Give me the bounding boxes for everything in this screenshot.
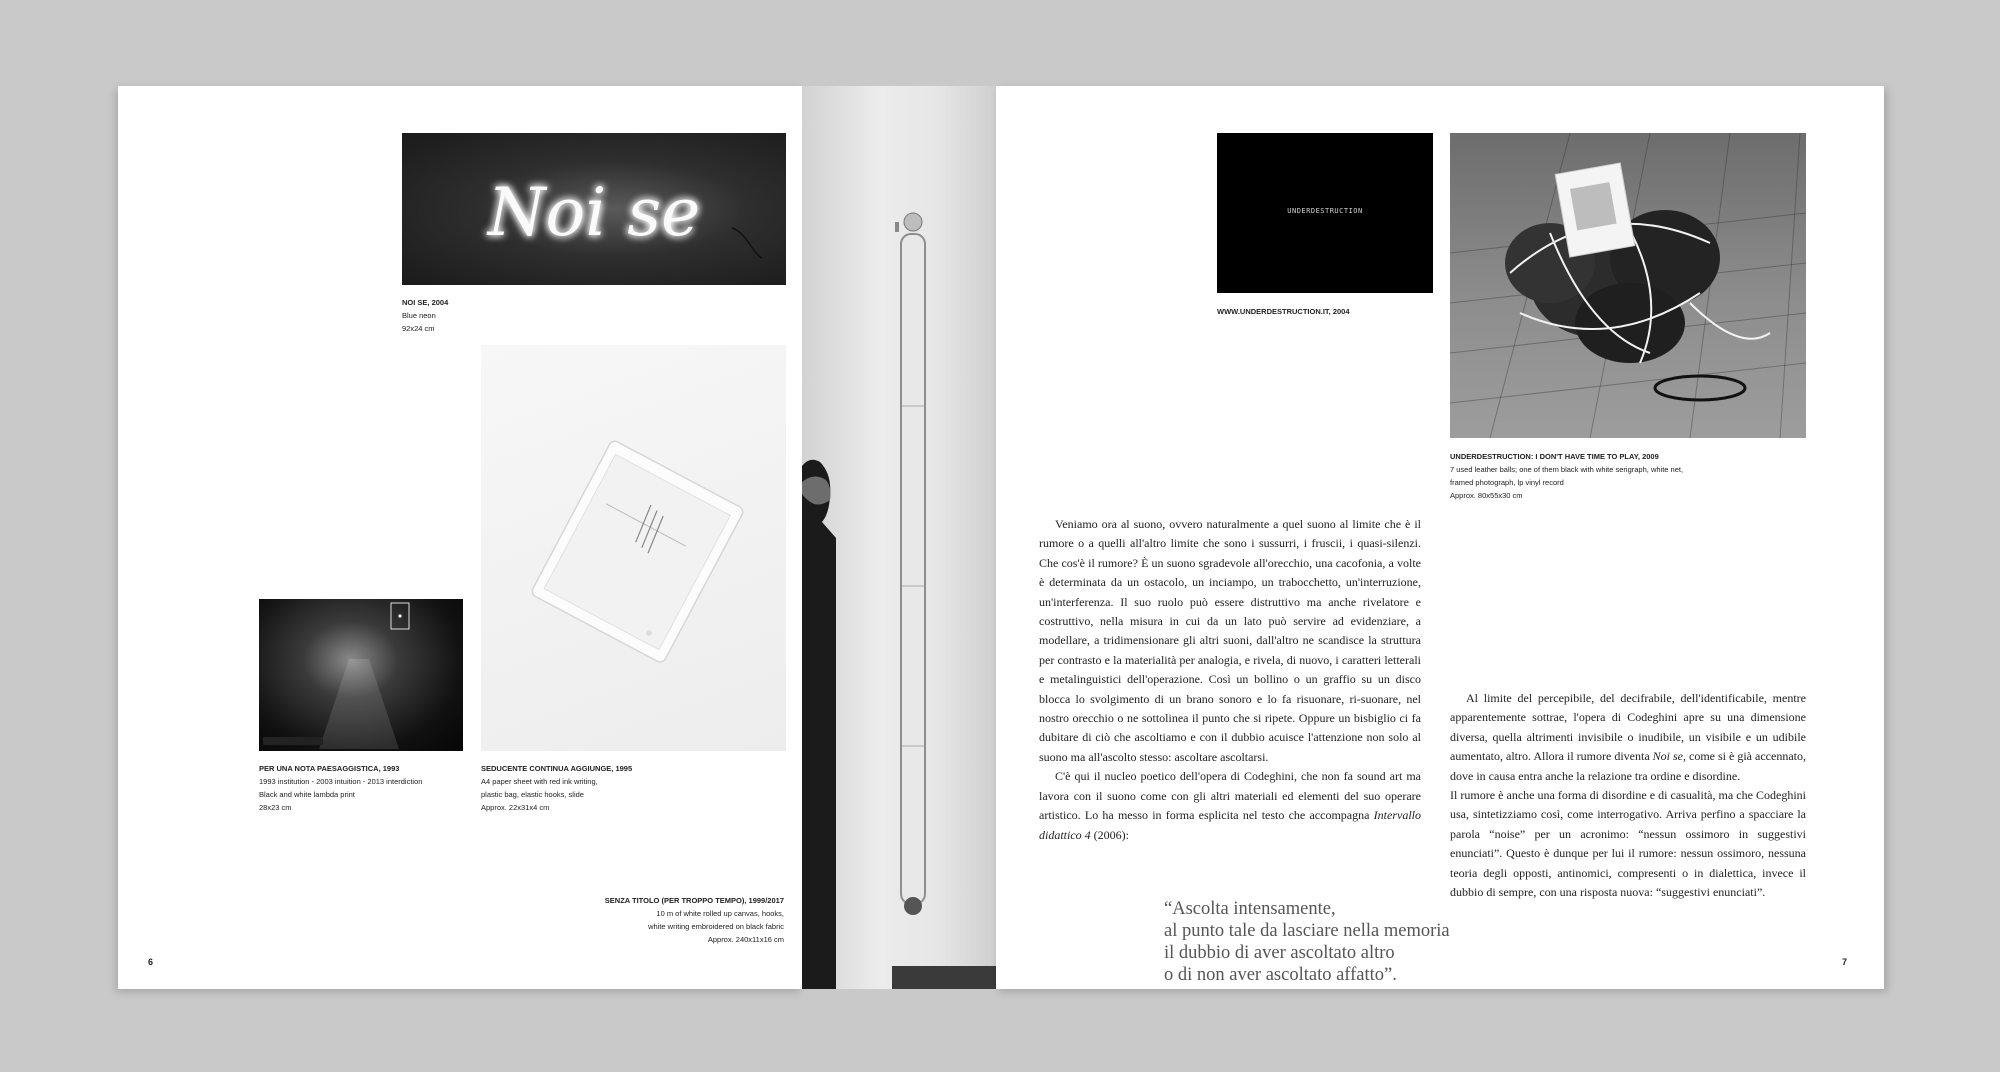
- caption-line: plastic bag, elastic hooks, slide: [481, 790, 584, 799]
- pull-quote: [1164, 898, 1450, 986]
- paragraph: Il rumore è anche una forma di disordine e di casualità, ma che Codeghini usa, sintetizziamo così, come interrogativo. Arriva perfino a spacciare la parola “noise” per un acronimo: “nessun ossimoro in suggestivi enunciati”. Questo è dunque per lui il rumore: nessun ossimoro, nessuna teoria degli opposti, antinomici, compresenti o in dialettica, invece il dubbio di sempre, con una risposta nuova: “suggestivi enunciati”.: [1450, 788, 1806, 900]
- caption-title: NOI SE, 2004: [402, 298, 449, 307]
- caption-seducente: [481, 762, 781, 814]
- neon-photo: [402, 133, 786, 285]
- caption-title: SEDUCENTE CONTINUA AGGIUNGE, 1995: [481, 764, 633, 773]
- caption-title: UNDERDESTRUCTION: I DON'T HAVE TIME TO PLAY, 2009: [1450, 452, 1659, 461]
- paragraph: Al limite del percepibile, del decifrabile, dell'identificabile, mentre apparentemente sottrae, l'opera di Codeghini apre su una dimensione diversa, quella altrimenti invisibile o inudibile, un visibile e un udibile aumentato, altro. Allora il rumore diventa Noi se, come si è già accennato, dove in causa entra anche la relazione tra ordine e disordine.: [1450, 691, 1806, 783]
- night-photo-graphic: [259, 599, 463, 751]
- caption-line: framed photograph, lp vinyl record: [1450, 478, 1564, 487]
- caption-title: SENZA TITOLO (PER TROPPO TEMPO), 1999/2017: [604, 896, 784, 905]
- text-column-1: [1039, 515, 1421, 845]
- plastic-bag-graphic: [481, 345, 786, 751]
- underdestruction-screen: [1217, 133, 1433, 293]
- left-page: [118, 86, 802, 989]
- caption-line: 92x24 cm: [402, 324, 435, 333]
- quote-line: al punto tale da lasciare nella memoria: [1164, 921, 1450, 941]
- page-number-right: 7: [1841, 957, 1847, 967]
- caption-per-una-nota: [259, 762, 499, 814]
- paragraph: Veniamo ora al suono, ovvero naturalmente a quel suono al limite che è il rumore o a quelli all'altro limite che sono i sussurri, i fruscii, i quasi-silenzi. Che cos'è il rumore? È un suono sgradevole all'orecchio, una cacofonia, a volte è determinata da un ostacolo, un inciampo, un trabocchetto, un'interruzione, un'interferenza. Il suo ruolo può essere distruttivo ma anche rivelatore e costruttivo, nella misura in cui da un lato può servire ad evidenziare, a modellare, a tridimensionare gli altri suoni, dall'altro ne scandisce la struttura per contrasto e la materialità per analogia, e rivela, di nuovo, i caratteri letterali e metalinguistici dell'operazione. Così un bollino o un graffio su un disco blocca lo svolgimento di un brano sonoro e lo fa risuonare, ri-suonare, nel nostro orecchio o ne sottolinea il punto che si ripete. Oppure un bisbiglio ci fa dubitare di ciò che ascoltiamo e con il dubbio acuisce l'attenzione non solo al suono ma all'ascolto stesso: ascoltare ascoltarsi.: [1039, 517, 1421, 764]
- caption-line: Approx. 240x11x16 cm: [707, 935, 784, 944]
- paragraph: C'è qui il nucleo poetico dell'opera di Codeghini, che non fa sound art ma lavora con il suono come con gli altri materiali ed elementi del suo operare artistico. Lo ha messo in forma esplicita nel testo che accompagna Intervallo didattico 4 (2006):: [1039, 769, 1421, 842]
- caption-title: PER UNA NOTA PAESAGGISTICA, 1993: [259, 764, 400, 773]
- caption-title: WWW.UNDERDESTRUCTION.IT, 2004: [1217, 307, 1350, 316]
- screen-text: UNDERDESTRUCTION: [1287, 207, 1363, 215]
- neon-word: Noi se: [487, 174, 701, 251]
- caption-line: Approx. 80x55x30 cm: [1450, 491, 1523, 500]
- caption-line: 7 used leather balls; one of them black with white serigraph, white net,: [1450, 465, 1684, 474]
- caption-senza-titolo: [464, 894, 784, 946]
- rolled-canvas-photo: [802, 86, 996, 989]
- caption-underdestruction: [1450, 450, 1850, 502]
- text-column-2: [1450, 689, 1806, 902]
- quote-line: “Ascolta intensamente,: [1164, 899, 1336, 919]
- caption-line: 10 m of white rolled up canvas, hooks,: [656, 909, 784, 918]
- caption-line: A4 paper sheet with red ink writing,: [481, 777, 598, 786]
- quote-line: o di non aver ascoltato affatto”.: [1164, 965, 1397, 985]
- caption-line: white writing embroidered on black fabric: [648, 922, 784, 931]
- quote-line: il dubbio di aver ascoltato altro: [1164, 943, 1395, 963]
- caption-line: Approx. 22x31x4 cm: [481, 803, 550, 812]
- caption-line: 1993 institution - 2003 intuition - 2013 interdiction: [259, 777, 423, 786]
- caption-line: Black and white lambda print: [259, 790, 355, 799]
- page-number-left: 6: [148, 957, 154, 967]
- caption-line: 28x23 cm: [259, 803, 292, 812]
- right-page: [996, 86, 1884, 989]
- neon-sign-graphic: [402, 133, 786, 285]
- night-landscape-photo: [259, 599, 463, 751]
- caption-line: Blue neon: [402, 311, 436, 320]
- rolled-canvas-graphic: [802, 86, 996, 989]
- leather-balls-photo: [1450, 133, 1806, 438]
- caption-website: [1217, 305, 1447, 318]
- plastic-bag-photo: [481, 345, 786, 751]
- caption-noi-se: [402, 296, 702, 335]
- balls-graphic: [1450, 133, 1806, 438]
